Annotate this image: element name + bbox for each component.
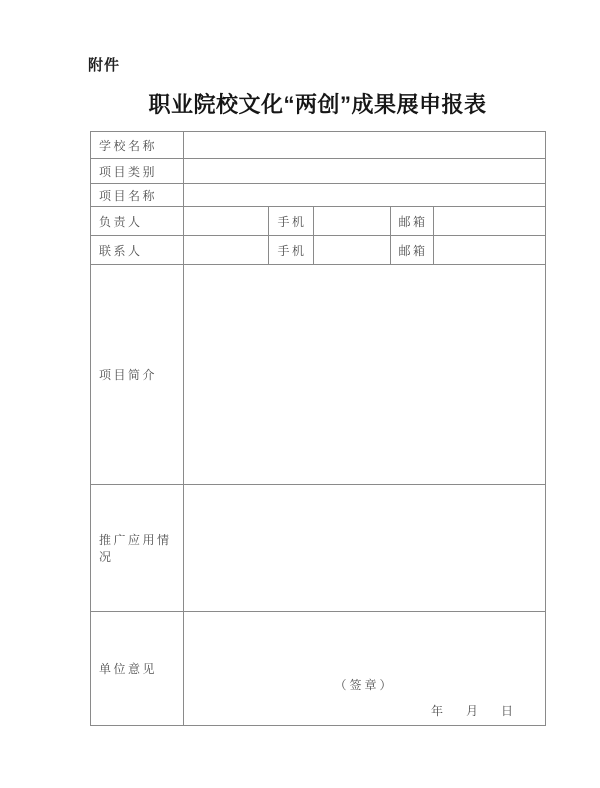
table-row bbox=[91, 159, 546, 184]
table-row bbox=[91, 236, 546, 265]
project-name-field[interactable] bbox=[184, 184, 546, 207]
promotion-field[interactable] bbox=[184, 485, 546, 612]
promotion-label: 推广应用情况 bbox=[91, 485, 184, 612]
application-form-table bbox=[90, 131, 546, 726]
contact-name-field[interactable] bbox=[184, 236, 269, 265]
school-name-field[interactable] bbox=[184, 132, 546, 159]
year-label: 年 bbox=[431, 703, 444, 718]
page-title: 职业院校文化“两创”成果展申报表 bbox=[148, 92, 487, 117]
unit-opinion-field[interactable] bbox=[184, 612, 546, 726]
leader-name-field[interactable] bbox=[184, 207, 269, 236]
leader-email-field[interactable] bbox=[434, 207, 546, 236]
leader-label: 负责人 bbox=[91, 207, 184, 236]
leader-mobile-label: 手机 bbox=[269, 207, 314, 236]
table-row bbox=[91, 485, 546, 612]
month-label: 月 bbox=[466, 703, 479, 718]
project-intro-field[interactable] bbox=[184, 265, 546, 485]
table-row bbox=[91, 184, 546, 207]
contact-mobile-label: 手机 bbox=[269, 236, 314, 265]
unit-opinion-label: 单位意见 bbox=[91, 612, 184, 726]
project-category-field[interactable] bbox=[184, 159, 546, 184]
table-row bbox=[91, 612, 546, 726]
seal-label: （签章） bbox=[334, 677, 395, 692]
project-name-label: 项目名称 bbox=[91, 184, 184, 207]
table-row bbox=[91, 132, 546, 159]
school-name-label: 学校名称 bbox=[91, 132, 184, 159]
table-row bbox=[91, 265, 546, 485]
contact-mobile-field[interactable] bbox=[314, 236, 391, 265]
unit-opinion-content bbox=[184, 613, 545, 725]
date-line bbox=[184, 702, 545, 719]
leader-mobile-field[interactable] bbox=[314, 207, 391, 236]
table-row bbox=[91, 207, 546, 236]
project-intro-label: 项目简介 bbox=[91, 265, 184, 485]
attachment-label: 附件 bbox=[88, 57, 121, 74]
project-category-label: 项目类别 bbox=[91, 159, 184, 184]
leader-email-label: 邮箱 bbox=[391, 207, 434, 236]
day-label: 日 bbox=[501, 703, 514, 718]
contact-label: 联系人 bbox=[91, 236, 184, 265]
contact-email-field[interactable] bbox=[434, 236, 546, 265]
contact-email-label: 邮箱 bbox=[391, 236, 434, 265]
